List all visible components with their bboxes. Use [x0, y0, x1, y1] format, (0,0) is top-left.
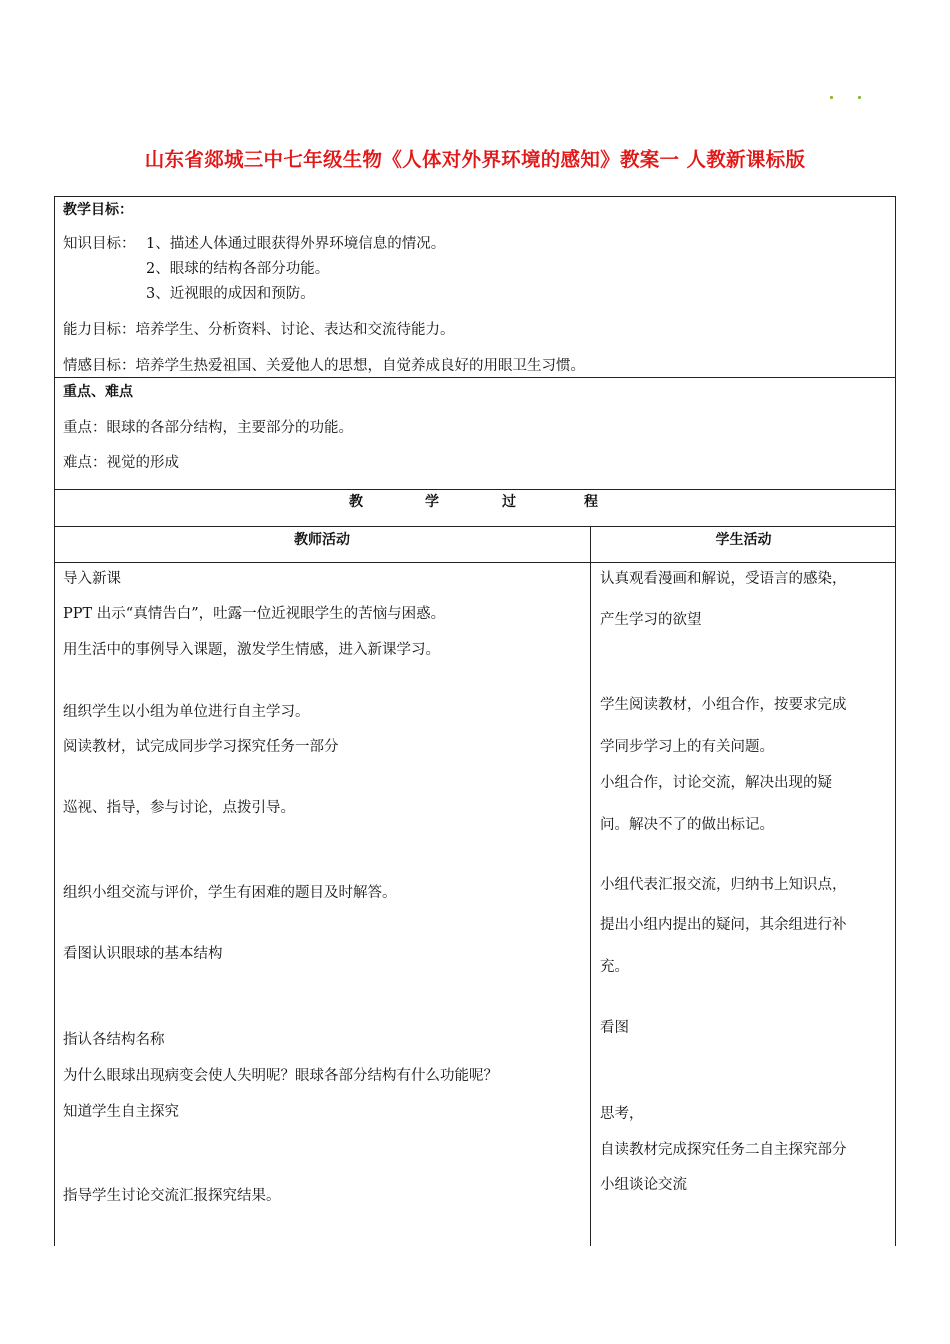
difficulty-point: 难点：视觉的形成: [63, 455, 179, 471]
decorative-dot-left: [830, 96, 833, 99]
student-activity-header: 学生活动: [715, 532, 772, 548]
knowledge-item-3: 3、近视眼的成因和预防。: [146, 286, 315, 302]
ability-objective: 能力目标：培养学生、分析资料、讨论、表达和交流待能力。: [63, 322, 455, 338]
knowledge-item-2: 2、眼球的结构各部分功能。: [146, 261, 330, 277]
lesson-plan-table: [54, 196, 896, 1246]
row-divider-keypoints: [54, 489, 896, 490]
knowledge-item-1: 1、描述人体通过眼获得外界环境信息的情况。: [146, 236, 446, 252]
keypoints-heading: 重点、难点: [63, 384, 133, 400]
student-line: 问。解决不了的做出标记。: [600, 817, 774, 833]
teacher-line: 巡视、指导，参与讨论，点拨引导。: [63, 800, 295, 816]
student-line: 小组谈论交流: [600, 1177, 687, 1193]
process-heading-char-1: 教: [349, 494, 363, 510]
student-line: 小组代表汇报交流，归纳书上知识点，: [600, 877, 847, 893]
teacher-line: 指导学生讨论交流汇报探究结果。: [63, 1188, 281, 1204]
column-divider: [590, 526, 591, 1246]
student-line: 产生学习的欲望: [600, 612, 702, 628]
objectives-heading: 教学目标：: [63, 202, 133, 218]
teacher-line: 指认各结构名称: [63, 1032, 165, 1048]
emotion-objective: 情感目标：培养学生热爱祖国、关爱他人的思想，自觉养成良好的用眼卫生习惯。: [63, 358, 585, 374]
student-line: 学同步学习上的有关问题。: [600, 739, 774, 755]
row-divider-process-heading: [54, 526, 896, 527]
page-title: 山东省郯城三中七年级生物《人体对外界环境的感知》教案一 人教新课标版: [144, 148, 806, 171]
teacher-line: 组织学生以小组为单位进行自主学习。: [63, 704, 310, 720]
student-line: 看图: [600, 1020, 629, 1036]
teacher-line: 为什么眼球出现病变会使人失明呢？眼球各部分结构有什么功能呢？: [63, 1068, 498, 1084]
teacher-line: PPT 出示“真情告白”，吐露一位近视眼学生的苦恼与困惑。: [63, 606, 446, 622]
decorative-dot-right: [858, 96, 861, 99]
process-heading-char-2: 学: [425, 494, 439, 510]
process-heading-char-3: 过: [502, 494, 516, 510]
process-heading-char-4: 程: [584, 494, 598, 510]
student-line: 充。: [600, 959, 629, 975]
key-point: 重点：眼球的各部分结构，主要部分的功能。: [63, 420, 353, 436]
student-line: 学生阅读教材，小组合作，按要求完成: [600, 697, 847, 713]
teacher-line: 阅读教材，试完成同步学习探究任务一部分: [63, 739, 339, 755]
knowledge-label: 知识目标：: [63, 236, 136, 252]
teacher-line: 组织小组交流与评价，学生有困难的题目及时解答。: [63, 885, 397, 901]
teacher-activity-header: 教师活动: [294, 532, 350, 548]
student-line: 提出小组内提出的疑问，其余组进行补: [600, 917, 847, 933]
teacher-line: 用生活中的事例导入课题，激发学生情感，进入新课学习。: [63, 642, 440, 658]
teacher-line: 导入新课: [63, 571, 121, 587]
teacher-line: 看图认识眼球的基本结构: [63, 946, 223, 962]
student-line: 自读教材完成探究任务二自主探究部分: [600, 1142, 847, 1158]
student-line: 思考，: [600, 1106, 644, 1122]
student-line: 认真观看漫画和解说，受语言的感染，: [600, 571, 847, 587]
student-line: 小组合作，讨论交流，解决出现的疑: [600, 775, 832, 791]
row-divider-column-headers: [54, 562, 896, 563]
row-divider-objectives: [54, 377, 896, 378]
teacher-line: 知道学生自主探究: [63, 1104, 179, 1120]
